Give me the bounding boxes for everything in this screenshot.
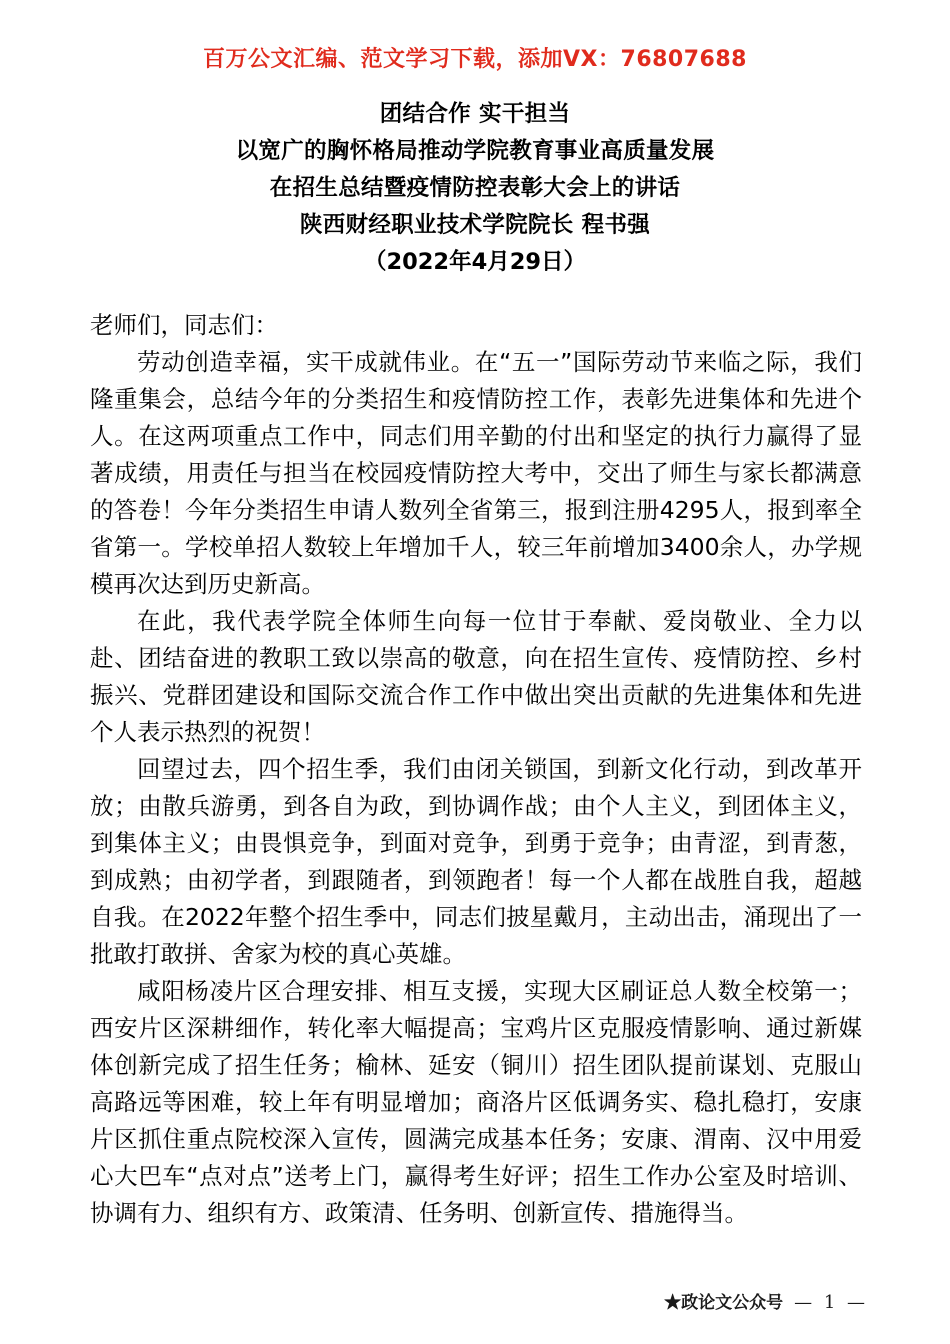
footer-inner [664,1288,868,1313]
paragraph-salutation: 老师们，同志们： [90,311,278,339]
title-line-author: 陕西财经职业技术学院院长 程书强 [299,212,651,238]
footer-watermark-label: ★政论文公众号 [664,1293,784,1313]
page-footer [0,1288,950,1318]
paragraph-1: 劳动创造幸福，实干成就伟业。在“五一”国际劳动节来临之际，我们隆重集会，总结今年的分类招生和疫情防控工作，表彰先进集体和先进个人。在这两项重点工作中，同志们用辛勤的付出和坚定的执行力赢得了显著成绩，用责任与担当在校园疫情防控大考中，交出了师生与家长都满意的答卷！今年分类招生申请人数列全省第三，报到注册4295人，报到率全省第一。学校单招人数较上年增加千人，较三年前增加3400余人，办学规模再次达到历史新高。 [90,348,862,598]
title-line-date: （2022年4月29日） [363,249,587,275]
title-line-subtitle: 以宽广的胸怀格局推动学院教育事业高质量发展 [235,138,715,164]
paragraph-3: 回望过去，四个招生季，我们由闭关锁国，到新文化行动，到改革开放；由散兵游勇，到各自为政，到协调作战；由个人主义，到团体主义，到集体主义；由畏惧竞争，到面对竞争，到勇于竞争；由青涩，到青葱，到成熟；由初学者，到跟随者，到领跑者！每一个人都在战胜自我，超越自我。在2022年整个招生季中，同志们披星戴月，主动出击，涌现出了一批敢打敢拼、舍家为校的真心英雄。 [90,755,862,968]
page-number: — 1 — [794,1292,868,1313]
title-line-occasion: 在招生总结暨疫情防控表彰大会上的讲话 [269,175,681,201]
document-title-block [0,96,950,281]
title-line-main: 团结合作 实干担当 [379,101,571,127]
promo-banner-text: 百万公文汇编、范文学习下载，添加VX：76807688 [203,47,747,72]
paragraph-2: 在此，我代表学院全体师生向每一位甘于奉献、爱岗敬业、全力以赴、团结奋进的教职工致以崇高的敬意，向在招生宣传、疫情防控、乡村振兴、党群团建设和国际交流合作工作中做出突出贡献的先进集体和先进个人表示热烈的祝贺！ [90,607,862,746]
paragraph-4: 咸阳杨凌片区合理安排、相互支援，实现大区刷证总人数全校第一；西安片区深耕细作，转化率大幅提高；宝鸡片区克服疫情影响、通过新媒体创新完成了招生任务；榆林、延安（铜川）招生团队提前谋划、克服山高路远等困难，较上年有明显增加；商洛片区低调务实、稳扎稳打，安康片区抓住重点院校深入宣传，圆满完成基本任务；安康、渭南、汉中用爱心大巴车“点对点”送考上门，赢得考生好评；招生工作办公室及时培训、协调有力、组织有方、政策清、任务明、创新宣传、措施得当。 [90,977,862,1227]
document-body [90,307,862,1232]
